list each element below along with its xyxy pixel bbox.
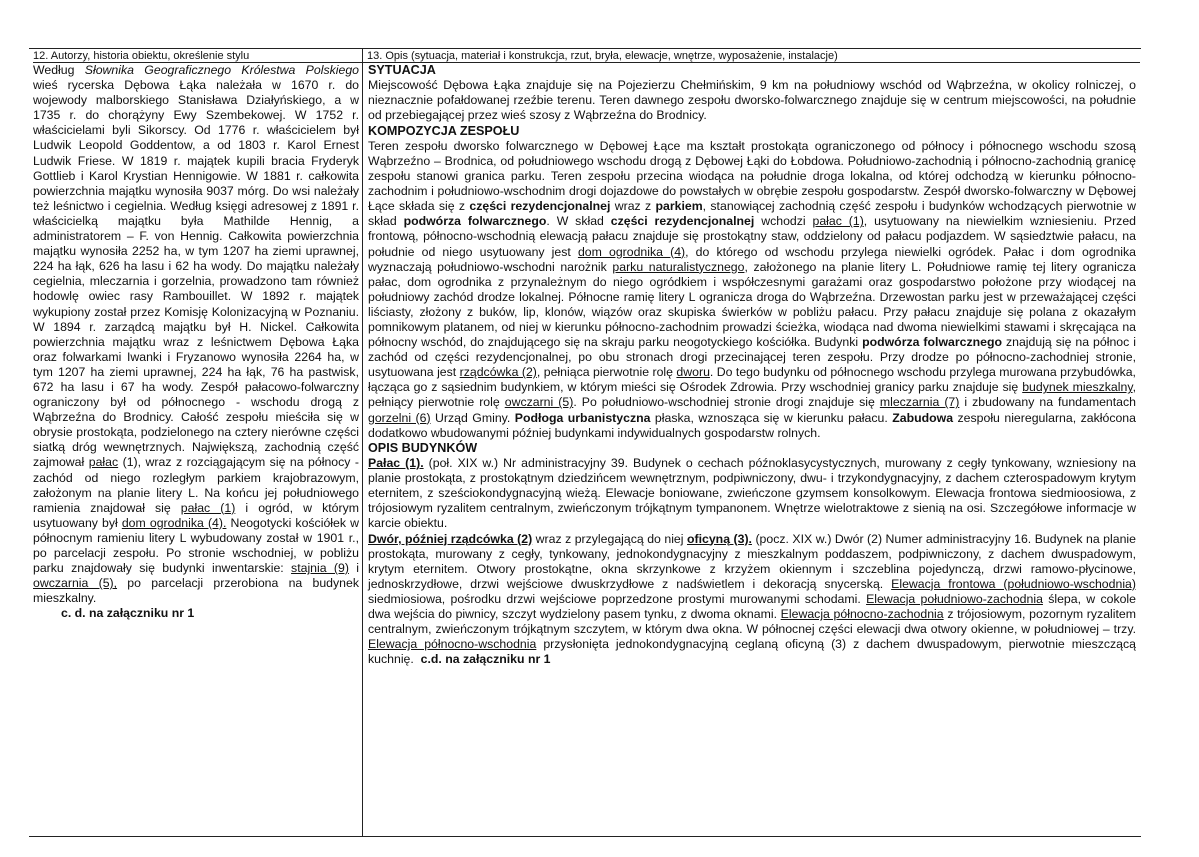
dictionary-title: Słownika Geograficznego Królestwa Polskiego — [84, 63, 360, 77]
opis-palac-text: Pałac (1). (poł. XIX w.) Nr administracyjny 39. Budynek o cechach późnoklasycystycznych, murowany z cegły tynkowany, wzniesiony na planie prostokąta, z prostokątnym dziedzińcem wewnętrznym, podpiwniczony, dwu- i trzykondygnacyjny, z dachem czterospadowym krytym eternitem, z sześciokondygnacyjną wieżą. Elewacje boniowane, zwieńczone gzymsem konsolkowym. Elewacja frontowa siedmioosiowa, z trójosiowym ryzalitem centralnym, zwieńczonym trójkątnym tympanonem. Wnętrze wielotraktowe z sienią na osi. Szczegółowe informacje w karcie obiektu. — [368, 456, 1136, 531]
ref-owczarnia: owczarnia (5), — [33, 576, 118, 591]
history-text: Według Słownika Geograficznego Królestwa Polskiego wieś rycerska Dębowa Łąka należała w 1670 r. do wojewody malborskiego Stanisława Działyńskiego, a w 1735 r. do chorążyny Ewy Szembekowej. W 1752 r. właścicielami byli Sikorscy. Od 1776 r. właścicielem był Ludwik Leopold Goddentow, a od 1803 r. Karol Ernest Ludwik Friese. W 1819 r. majątek kupili bracia Fryderyk Gottlieb i Karol Krystian Hennigowie. W 1881 r. całkowita powierzchnia majątku wynosiła 9037 mórg. Do wsi należały też leśnictwo i cegielnia. Według księgi adresowej z 1891 r. właścicielką majątku była Mathilde Hennig, a administratorem – F. von Hennig. Całkowita powierzchnia majątku wynosiła 2252 ha, w tym 1207 ha ziemi uprawnej, 224 ha łąk, 626 ha lasu i 62 ha wody. Do majątku należały cegielnia, mleczarnia i gorzelnia, prowadzono tam również hodowlę owiec rasy Rambouillet. W 1892 r. majątek wykupiony został przez Komisję Kolonizacyjną w Poznaniu. W 1894 r. zarządcą majątku był H. Nickel. Całkowita powierzchnia majątku wraz z leśnictwem Dębowa Łąka oraz folwarkami Iwanki i Fryzanowo wynosiła 2264 ha, w tym 1207 ha ziemi uprawnej, 224 ha łąk, 76 ha pastwisk, 672 ha lasu i 67 ha wody. Zespół pałacowo-folwarczny ograniczony był od północnego - wschodu drogą z Wąbrzeźna do Brodnicy. Całość zespołu mieściła się w obrysie prostokąta, podzielonego na cztery nierówne części siatką dróg wewnętrznych. Największą, zachodnią część zajmował pałac (1), wraz z rozciągającym się na północy - zachód od niego rozległym parkiem krajobrazowym, założonym na planie litery L. Na końcu jej południowego ramienia znajdował się pałac (1) i ogród, w którym usytuowany był dom ogrodnika (4). Neogotycki kościółek w północnym ramieniu litery L wybudowany został w 1901 r., po parcelacji zespołu. Po stronie wschodniej, w pobliżu parku znajdowały się budynki inwentarskie: stajnia (9) i owczarnia (5), po parcelacji przerobiona na budynek mieszkalny. — [33, 63, 360, 606]
section-heading-opis: OPIS BUDYNKÓW — [368, 440, 478, 455]
ref-stajnia: stajnia (9) — [291, 561, 349, 576]
history-header: 12. Autorzy, historia obiektu, określenie stylu — [33, 50, 363, 63]
column-divider — [362, 48, 363, 837]
ref-palac-1: pałac (1) — [180, 500, 236, 515]
opis-dwor-text: Dwór, później rządcówka (2) wraz z przylegającą do niej oficyną (3). (pocz. XIX w.) Dwór (2) Numer administracyjny 16. Budynek na planie prostokąta, murowany z cegły, tynkowany, jednokondygnacyjny z mieszkalnym poddaszem, podpiwniczony, z dachem dwuspadowym, krytym eternitem. Otwory prostokątne, okna skrzynkowe z krzyżem okiennym i szczeblina pojedynczą, drzwi ramowo-płycinowe, jednoskrzydłowe, drzwi wejściowe dwuskrzydłowe z nadświetlem i dekoracją snycerską. Elewacja frontowa (południowo-wschodnia) siedmiosiowa, pośrodku drzwi wejściowe poprzedzone prostymi murowanymi schodami. Elewacja południowo-zachodnia ślepa, w cokole dwa wejścia do piwnicy, szczyt wydzielony pasem tynku, z dwoma oknami. Elewacja północno-zachodnia z trójosiowym, pozornym ryzalitem centralnym, zwieńczonym trójkątnym szczytem, w którym dwa okna. W północnej części elewacji dwa otwory okienne, w południowej – trzy. Elewacja północno-wschodnia przysłonięta jednokondygnacyjną ceglaną oficyną (3) z dachem dwuspadowym, pierwotnie mieszczącą kuchnię. c.d. na załączniku nr 1 — [368, 531, 1137, 667]
sytuacja-text: Miejscowość Dębowa Łąka znajduje się na Pojezierzu Chełmińskim, 9 km na południowy wschód od Wąbrzeźna, w okolicy rolniczej, o nieznacznie pofałdowanej rzeźbie terenu. Teren dawnego zespołu dworsko-folwarcznego znajduje się w centrum miejscowości, na południe od przebiegającej przez wieś szosy z Wąbrzeźna do Brodnicy. — [368, 78, 1136, 123]
description-column — [368, 50, 1136, 667]
section-heading-sytuacja: SYTUACJA — [368, 63, 436, 77]
history-column — [33, 50, 359, 621]
top-border — [29, 48, 1141, 49]
bottom-border — [29, 836, 1141, 837]
description-header: 13. Opis (sytuacja, materiał i konstrukcja, rzut, bryła, elewacje, wnętrze, wyposażenie, instalacje) — [362, 50, 1140, 63]
section-heading-kompozycja: KOMPOZYCJA ZESPOŁU — [368, 123, 520, 138]
continued-note-right: c.d. na załączniku nr 1 — [420, 652, 551, 667]
record-card — [29, 48, 1141, 838]
ref-dom-ogrodnika: dom ogrodnika (4). — [121, 515, 227, 530]
continued-note: c. d. na załączniku nr 1 — [61, 606, 195, 621]
kompozycja-text: Teren zespołu dworsko folwarcznego w Dębowej Łące ma kształt prostokąta ograniczonego od północy i północnego wschodu szosą Wąbrzeźno – Brodnica, od południowego wschodu drogą z Dębowej Łąki do Łobdowa. Południowo-zachodnią i północno-zachodnią granicę zespołu stanowi granica parku. Teren zespołu przecina wiodąca na południe droga lokalna, od której odchodzą w kierunku północno-zachodnim i południowo-wschodnim drogi dojazdowe do powstałych w obrębie zespołu gospodarstw. Zespół dworsko-folwarczny w Dębowej Łące składa się z części rezydencjonalnej wraz z parkiem, stanowiącej zachodnią część zespołu i budynków wchodzących pierwotnie w skład podwórza folwarcznego. W skład części rezydencjonalnej wchodzi pałac (1), usytuowany na niewielkim wzniesieniu. Przed frontową, północno-wschodnią elewacją pałacu znajduje się prostokątny staw, oddzielony od pałacu podjazdem. W sąsiedztwie pałacu, na południe od niego usytuowany jest dom ogrodnika (4), do którego od wschodu przylega niewielki ogródek. Pałac i dom ogrodnika wyznaczają południowo-wschodni narożnik parku naturalistycznego, założonego na planie litery L. Południowe ramię tej litery ogranicza pałac, dom ogrodnika z przynależnym do niego ogródkiem i współczesnymi garażami oraz gospodarstwo położone przy wiodącej na południowy zachód drodze lokalnej. Północne ramię litery L ogranicza droga do Wąbrzeźna. Drzewostan parku jest w przeważającej części liściasty, złożony z buków, lip, klonów, wiązów oraz skupiska świerków w pobliżu pałacu. Przy pałacu znajduje się polana z okazałym pomnikowym platanem, od niej w kierunku północno-zachodnim prowadzi ścieżka, wiodąca nad dwoma niewielkimi stawami i skręcająca na północny wschód, do znajdującego się na skraju parku neogotyckiego kościółka. Budynki podwórza folwarcznego znajdują się na północ i zachód od części rezydencjonalnej, po obu stronach drogi przecinającej teren zespołu. Przy drodze po północno-zachodniej stronie, usytuowana jest rządcówka (2), pełniąca pierwotnie rolę dworu. Do tego budynku od północnego wschodu przylega murowana przybudówka, łącząca go z sąsiednim budynkiem, w którym mieści się Ośrodek Zdrowia. Przy wschodniej granicy parku znajduje się budynek mieszkalny, pełniący pierwotnie rolę owczarni (5). Po południowo-wschodniej stronie drogi znajduje się mleczarnia (7) i zbudowany na fundamentach gorzelni (6) Urząd Gminy. Podłoga urbanistyczna płaska, wznosząca się w kierunku pałacu. Zabudowa zespołu nieregularna, zakłócona dodatkowo wbudowanymi później budynkami indywidualnych gospodarstw rolnych. — [368, 138, 1137, 440]
ref-palac: pałac — [88, 455, 119, 470]
